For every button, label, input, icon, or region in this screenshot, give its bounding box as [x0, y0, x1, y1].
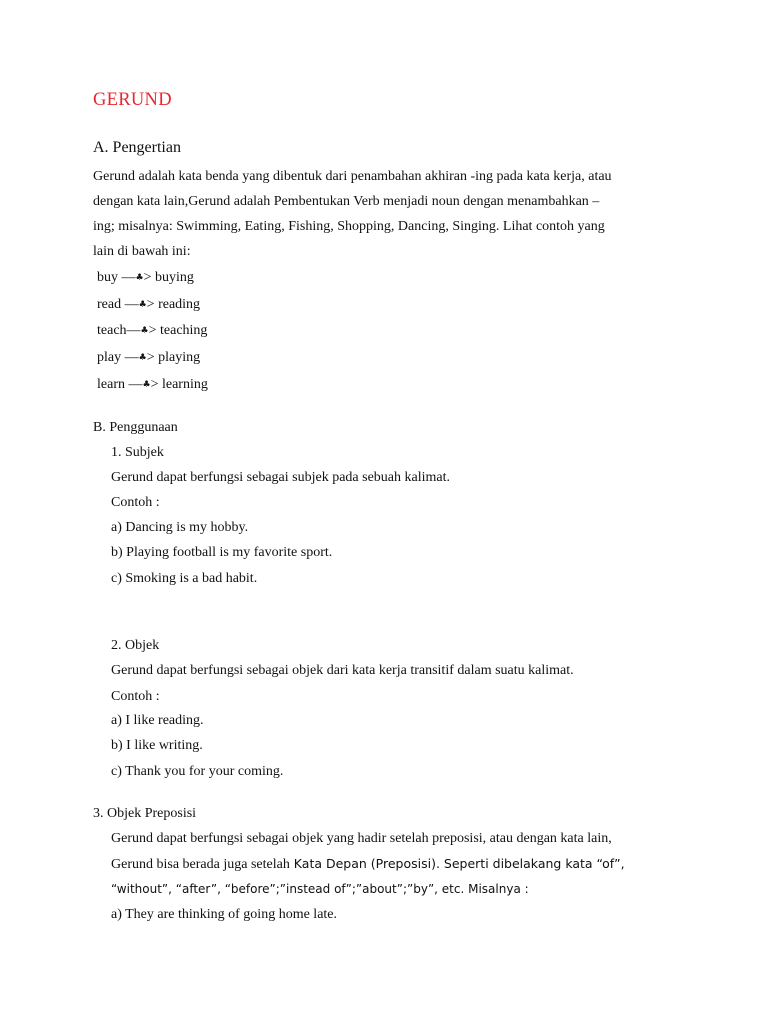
- club-symbol-icon: ♣: [140, 326, 149, 336]
- example-verb: learn: [97, 377, 125, 392]
- arrow-dash: —: [128, 377, 143, 392]
- example-gerund: reading: [158, 297, 201, 312]
- example-verb: buy: [97, 270, 118, 285]
- objek-preposisi-line: [111, 881, 529, 898]
- objek-preposisi-heading: 3. Objek Preposisi: [93, 806, 197, 821]
- arrow-dash: —: [124, 297, 139, 312]
- example-row: [97, 322, 207, 340]
- subjek-example: c) Smoking is a bad habit.: [111, 571, 258, 586]
- objek-contoh-label: Contoh :: [111, 689, 160, 704]
- objek-description: Gerund dapat berfungsi sebagai objek dari kata kerja transitif dalam suatu kalimat.: [111, 663, 574, 678]
- example-gerund: playing: [158, 350, 201, 365]
- objek-preposisi-line: Gerund dapat berfungsi sebagai objek yang hadir setelah preposisi, atau dengan kata lain,: [111, 831, 612, 846]
- club-symbol-icon: ♣: [138, 300, 147, 310]
- example-row: [97, 269, 194, 287]
- objek-preposisi-line-serif: “without”, “after”, “before”;”instead of”;”about”;”by”, etc.: [111, 882, 465, 896]
- objek-preposisi-line-sans: Kata Depan (Preposisi). Seperti dibelakang kata “of”,: [289, 856, 625, 871]
- objek-preposisi-example: a) They are thinking of going home late.: [111, 907, 338, 922]
- section-a-paragraph-line: ing; misalnya: Swimming, Eating, Fishing, Shopping, Dancing, Singing. Lihat contoh yang: [93, 219, 605, 234]
- objek-example: c) Thank you for your coming.: [111, 764, 284, 779]
- subjek-description: Gerund dapat berfungsi sebagai subjek pada sebuah kalimat.: [111, 470, 451, 485]
- subjek-example: a) Dancing is my hobby.: [111, 520, 249, 535]
- section-a-heading: A. Pengertian: [93, 139, 181, 156]
- example-row: [97, 376, 208, 394]
- arrow-tip: >: [146, 350, 155, 365]
- objek-example: b) I like writing.: [111, 738, 203, 753]
- subjek-heading: 1. Subjek: [111, 445, 164, 460]
- example-verb: teach: [97, 323, 127, 338]
- club-symbol-icon: ♣: [142, 380, 151, 390]
- club-symbol-icon: ♣: [135, 273, 144, 283]
- example-row: [97, 296, 200, 314]
- arrow-tip: >: [148, 323, 157, 338]
- arrow-tip: >: [150, 377, 159, 392]
- section-b-heading: B. Penggunaan: [93, 420, 178, 435]
- example-gerund: teaching: [160, 323, 208, 338]
- example-row: [97, 349, 200, 367]
- example-verb: play: [97, 350, 122, 365]
- section-a-paragraph-line: dengan kata lain,Gerund adalah Pembentukan Verb menjadi noun dengan menambahkan –: [93, 194, 600, 209]
- section-a-paragraph-line: lain di bawah ini:: [93, 244, 191, 259]
- arrow-dash: —: [126, 323, 141, 338]
- club-symbol-icon: ♣: [138, 353, 147, 363]
- objek-preposisi-line-serif: Gerund bisa berada juga setelah: [111, 857, 290, 872]
- document-title: GERUND: [93, 90, 172, 110]
- arrow-dash: —: [124, 350, 139, 365]
- subjek-example: b) Playing football is my favorite sport.: [111, 545, 333, 560]
- section-a-paragraph-line: Gerund adalah kata benda yang dibentuk dari penambahan akhiran -ing pada kata kerja, atau: [93, 169, 612, 184]
- example-gerund: learning: [161, 377, 208, 392]
- objek-preposisi-line: [111, 855, 625, 873]
- arrow-tip: >: [143, 270, 152, 285]
- objek-preposisi-line-sans: Misalnya :: [464, 882, 529, 896]
- objek-example: a) I like reading.: [111, 713, 204, 728]
- arrow-dash: —: [121, 270, 136, 285]
- arrow-tip: >: [146, 297, 155, 312]
- example-verb: read: [97, 297, 122, 312]
- example-gerund: buying: [154, 270, 194, 285]
- objek-heading: 2. Objek: [111, 638, 160, 653]
- subjek-contoh-label: Contoh :: [111, 495, 160, 510]
